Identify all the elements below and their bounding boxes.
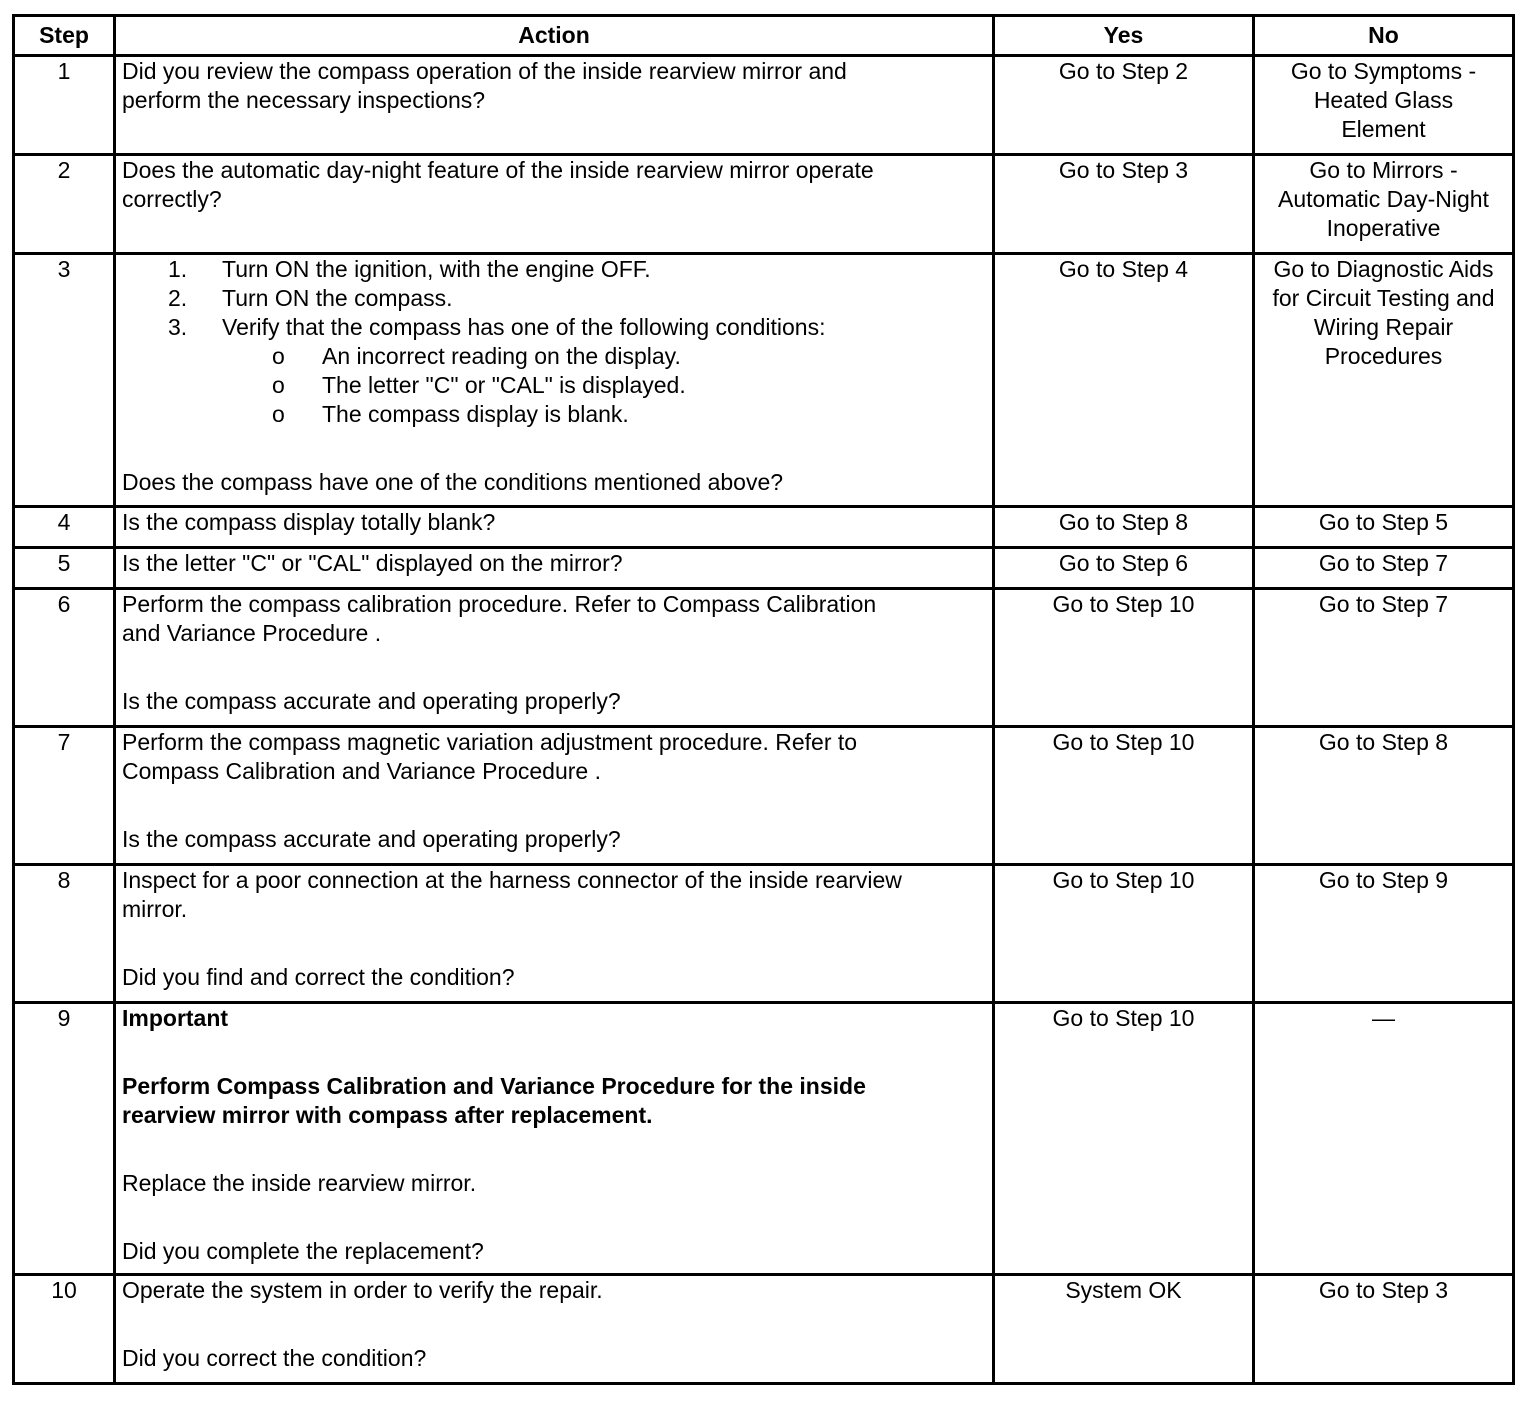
yes-cell: Go to Step 4 [994, 254, 1254, 507]
action-cell [115, 548, 994, 589]
list-item: o The letter "C" or "CAL" is displayed. [272, 372, 686, 398]
no-cell: Go to Step 7 [1254, 589, 1514, 727]
list-item: o The compass display is blank. [272, 401, 629, 427]
table-row [14, 1003, 1514, 1275]
no-text: Automatic Day-Night [1278, 186, 1489, 212]
action-text: Perform the compass calibration procedure. Refer to Compass Calibration [122, 591, 877, 617]
table-row [14, 865, 1514, 1003]
no-text: Inoperative [1326, 215, 1441, 241]
table-row [14, 507, 1514, 548]
yes-cell: Go to Step 6 [994, 548, 1254, 589]
yes-cell: Go to Step 3 [994, 155, 1254, 254]
action-cell [115, 589, 994, 727]
table-row [14, 727, 1514, 865]
step-number: 10 [14, 1275, 115, 1384]
no-cell: Go to Step 3 [1254, 1275, 1514, 1384]
step-number: 2 [14, 155, 115, 254]
action-text: Is the letter "C" or "CAL" displayed on the mirror? [122, 550, 623, 576]
action-text: Compass Calibration and Variance Procedure . [122, 758, 601, 784]
no-text: Wiring Repair [1313, 314, 1454, 340]
action-text: and Variance Procedure . [122, 620, 382, 646]
table-row [14, 155, 1514, 254]
step-number: 8 [14, 865, 115, 1003]
action-cell [115, 155, 994, 254]
action-cell [115, 865, 994, 1003]
action-question: Did you correct the condition? [122, 1345, 427, 1371]
action-cell [115, 56, 994, 155]
important-note: Perform Compass Calibration and Variance Procedure for the inside [122, 1073, 866, 1099]
header-row [14, 16, 1514, 56]
header-action: Action [115, 16, 994, 56]
step-number: 1 [14, 56, 115, 155]
no-cell: Go to Step 8 [1254, 727, 1514, 865]
no-text: Go to Diagnostic Aids [1273, 256, 1494, 282]
no-cell: Go to Step 5 [1254, 507, 1514, 548]
yes-cell: Go to Step 10 [994, 865, 1254, 1003]
no-text: Go to Mirrors - [1309, 157, 1458, 183]
action-cell [115, 254, 994, 507]
action-text: Does the automatic day-night feature of the inside rearview mirror operate [122, 157, 874, 183]
action-text: Is the compass display totally blank? [122, 509, 496, 535]
action-text: Did you review the compass operation of the inside rearview mirror and [122, 58, 847, 84]
action-text: Perform the compass magnetic variation adjustment procedure. Refer to [122, 729, 858, 755]
yes-cell: Go to Step 10 [994, 1003, 1254, 1275]
step-number: 7 [14, 727, 115, 865]
action-question: Does the compass have one of the conditions mentioned above? [122, 469, 784, 495]
no-text: Procedures [1324, 343, 1443, 369]
no-text: for Circuit Testing and [1272, 285, 1495, 311]
action-question: Did you complete the replacement? [122, 1238, 484, 1264]
step-number: 3 [14, 254, 115, 507]
action-cell [115, 507, 994, 548]
no-cell [1254, 56, 1514, 155]
action-cell [115, 1275, 994, 1384]
important-note: rearview mirror with compass after replacement. [122, 1102, 653, 1128]
table-row [14, 589, 1514, 727]
yes-cell: Go to Step 8 [994, 507, 1254, 548]
action-question: Did you find and correct the condition? [122, 964, 515, 990]
action-cell [115, 727, 994, 865]
no-cell: Go to Step 9 [1254, 865, 1514, 1003]
action-text: Operate the system in order to verify the repair. [122, 1277, 603, 1303]
no-cell [1254, 155, 1514, 254]
table-row [14, 56, 1514, 155]
yes-cell: Go to Step 2 [994, 56, 1254, 155]
action-text: Replace the inside rearview mirror. [122, 1170, 477, 1196]
action-text: Inspect for a poor connection at the harness connector of the inside rearview [122, 867, 902, 893]
procedure-list [122, 255, 986, 342]
step-number: 4 [14, 507, 115, 548]
action-text: perform the necessary inspections? [122, 87, 486, 113]
no-text: Element [1341, 116, 1426, 142]
table-row [14, 254, 1514, 507]
step-number: 6 [14, 589, 115, 727]
header-step: Step [14, 16, 115, 56]
action-question: Is the compass accurate and operating properly? [122, 688, 621, 714]
action-text: correctly? [122, 186, 222, 212]
header-no: No [1254, 16, 1514, 56]
list-item: o An incorrect reading on the display. [272, 343, 681, 369]
no-cell: Go to Step 7 [1254, 548, 1514, 589]
no-text: Go to Symptoms - [1290, 58, 1477, 84]
action-text: mirror. [122, 896, 188, 922]
action-cell [115, 1003, 994, 1275]
condition-list [122, 342, 986, 429]
important-label: Important [122, 1005, 229, 1031]
no-cell: — [1254, 1003, 1514, 1275]
yes-cell: System OK [994, 1275, 1254, 1384]
yes-cell: Go to Step 10 [994, 727, 1254, 865]
header-yes: Yes [994, 16, 1254, 56]
list-item: 2. Turn ON the compass. [168, 285, 453, 311]
no-text: Heated Glass [1313, 87, 1454, 113]
diagnostic-table [12, 14, 1515, 1385]
table-row [14, 1275, 1514, 1384]
step-number: 9 [14, 1003, 115, 1275]
no-cell [1254, 254, 1514, 507]
action-question: Is the compass accurate and operating properly? [122, 826, 621, 852]
list-item: 1. Turn ON the ignition, with the engine OFF. [168, 256, 651, 282]
yes-cell: Go to Step 10 [994, 589, 1254, 727]
step-number: 5 [14, 548, 115, 589]
list-item: 3. Verify that the compass has one of the following conditions: [168, 314, 826, 340]
table-row [14, 548, 1514, 589]
